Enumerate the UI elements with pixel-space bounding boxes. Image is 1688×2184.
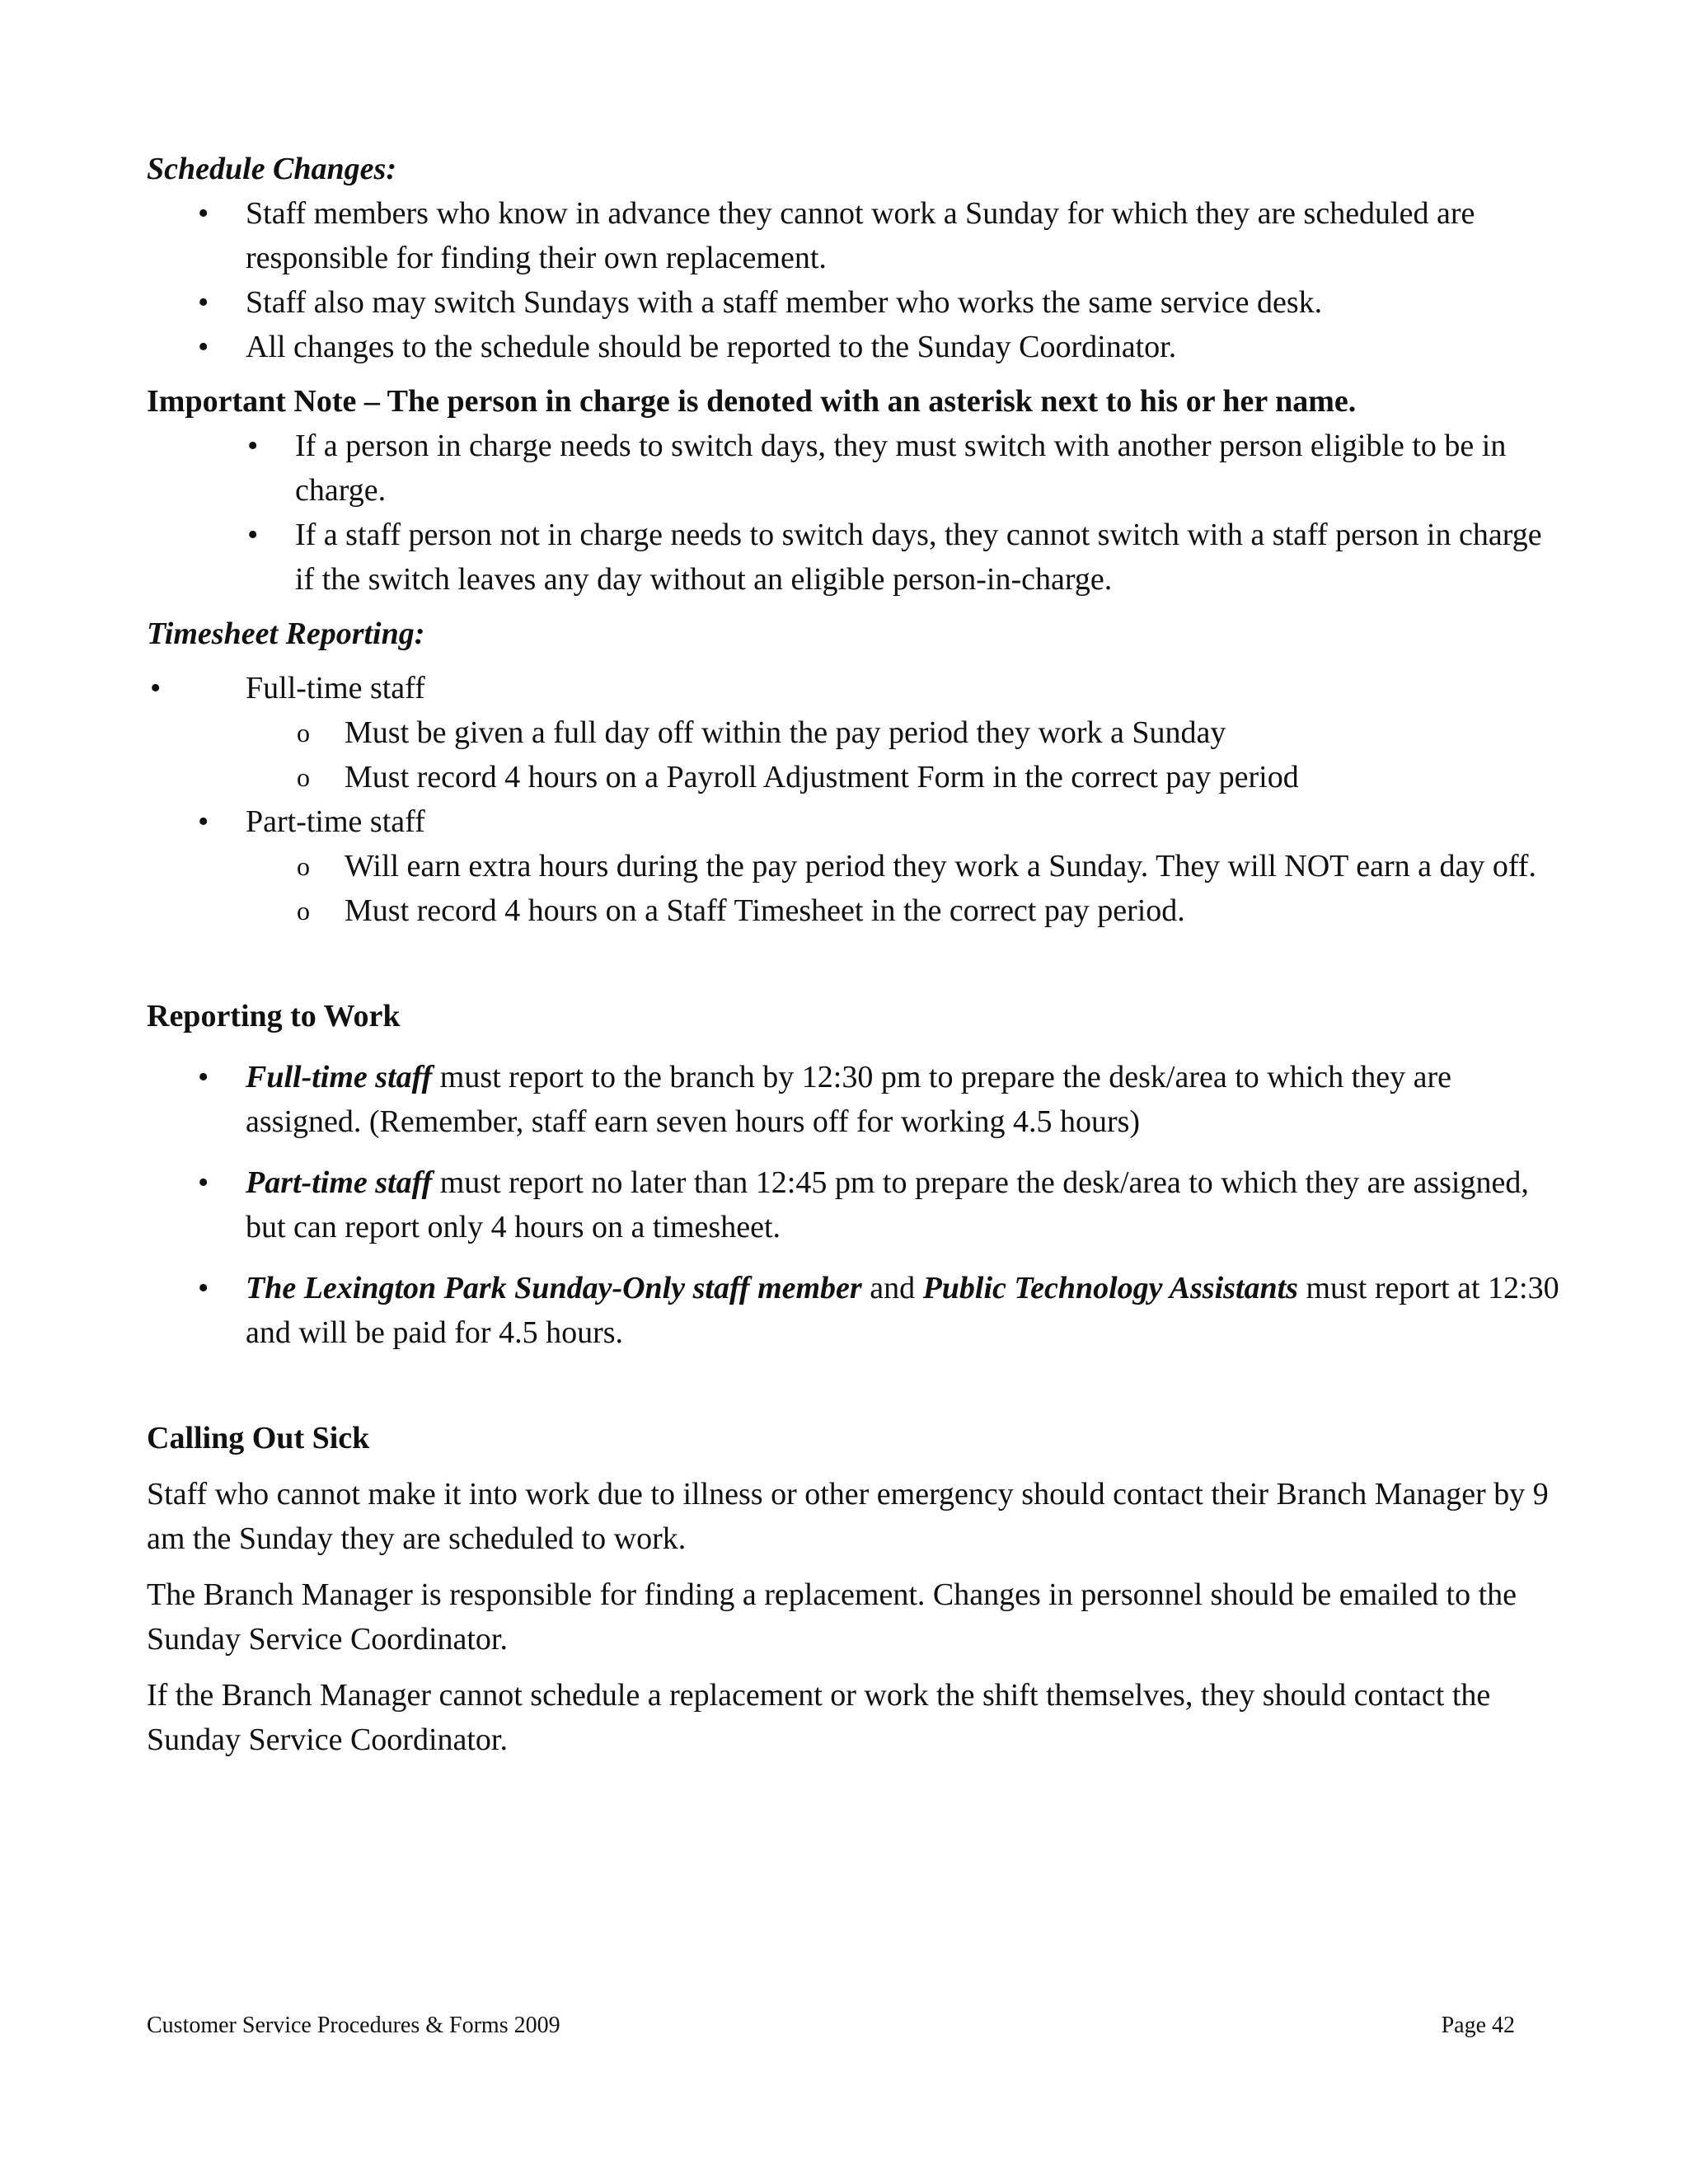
important-note-item-1: If a person in charge needs to switch days, they must switch with another person eligible to be in charge. (295, 429, 1507, 508)
part-time-item-1: Will earn extra hours during the pay period they work a Sunday. They will NOT earn a day off. (345, 849, 1536, 883)
part-time-emphasis: Part-time staff (246, 1165, 433, 1200)
schedule-change-item-1: Staff members who know in advance they cannot work a Sunday for which they are scheduled are responsible for finding their own replacement. (246, 196, 1475, 275)
list-item (147, 325, 1564, 369)
schedule-change-item-2: Staff also may switch Sundays with a staff member who works the same service desk. (246, 285, 1323, 320)
list-item (147, 799, 1564, 844)
list-item (147, 1266, 1564, 1355)
circle-bullet-marker: o (297, 896, 310, 926)
list-item (147, 755, 1564, 799)
schedule-changes-heading: Schedule Changes: (147, 152, 396, 186)
full-time-emphasis: Full-time staff (246, 1060, 433, 1094)
part-time-report-text: must report no later than 12:45 pm to prepare the desk/area to which they are assigned, but can report only 4 hours on a timesheet. (246, 1165, 1529, 1244)
part-time-item-2: Must record 4 hours on a Staff Timesheet in the correct pay period. (345, 893, 1185, 928)
list-item (147, 710, 1564, 755)
bullet-marker: • (198, 1271, 209, 1305)
list-item (147, 513, 1564, 602)
calling-out-sick-heading: Calling Out Sick (147, 1421, 370, 1455)
bullet-marker: • (198, 1165, 209, 1200)
conjunction-text: and (861, 1271, 923, 1305)
sick-paragraph-3: If the Branch Manager cannot schedule a replacement or work the shift themselves, they should contact the Sunday Service Coordinator. (147, 1678, 1491, 1757)
bullet-marker: • (198, 330, 209, 364)
list-item (147, 424, 1564, 513)
bullet-marker: • (247, 429, 259, 463)
bullet-marker: • (247, 518, 259, 552)
page-number: Page 42 (1441, 2013, 1515, 2038)
full-time-item-2: Must record 4 hours on a Payroll Adjustment Form in the correct pay period (345, 760, 1299, 794)
timesheet-heading: Timesheet Reporting: (147, 616, 425, 651)
circle-bullet-marker: o (297, 851, 310, 881)
bullet-marker: • (198, 1060, 209, 1094)
full-time-item-1: Must be given a full day off within the pay period they work a Sunday (345, 715, 1226, 750)
important-note-item-2: If a staff person not in charge needs to switch days, they cannot switch with a staff person in charge if the switch leaves any day without an eligible person-in-charge. (295, 518, 1542, 597)
bullet-marker: • (198, 804, 209, 839)
bullet-marker: • (150, 671, 162, 705)
full-time-report-text: must report to the branch by 12:30 pm to prepare the desk/area to which they are assigned. (Remember, staff earn seven hours off for working 4.5 hours) (246, 1060, 1451, 1139)
sick-paragraph-1: Staff who cannot make it into work due to illness or other emergency should contact their Branch Manager by 9 am the Sunday they are scheduled to work. (147, 1477, 1549, 1556)
list-item (147, 888, 1564, 933)
lexington-report-text: must report at 12:30 and will be paid for 4.5 hours. (246, 1271, 1559, 1350)
important-note-heading: Important Note – The person in charge is denoted with an asterisk next to his or her name. (147, 384, 1357, 419)
lexington-park-emphasis: The Lexington Park Sunday-Only staff member (246, 1271, 862, 1305)
footer-title: Customer Service Procedures & Forms 2009 (147, 2013, 560, 2038)
list-item (147, 280, 1564, 325)
list-item (147, 1160, 1564, 1249)
public-tech-emphasis: Public Technology Assistants (922, 1271, 1298, 1305)
bullet-marker: • (198, 285, 209, 320)
bullet-marker: • (198, 196, 209, 231)
list-item (147, 191, 1564, 280)
full-time-label: Full-time staff (246, 671, 425, 705)
sick-paragraph-2: The Branch Manager is responsible for finding a replacement. Changes in personnel should be emailed to the Sunday Service Coordinator. (147, 1577, 1517, 1657)
list-item (147, 1055, 1564, 1144)
part-time-label: Part-time staff (246, 804, 425, 839)
circle-bullet-marker: o (297, 718, 310, 748)
circle-bullet-marker: o (297, 762, 310, 792)
document-page (147, 147, 1564, 1774)
list-item (147, 666, 1564, 710)
list-item (147, 844, 1564, 888)
schedule-change-item-3: All changes to the schedule should be reported to the Sunday Coordinator. (246, 330, 1177, 364)
reporting-to-work-heading: Reporting to Work (147, 999, 401, 1033)
